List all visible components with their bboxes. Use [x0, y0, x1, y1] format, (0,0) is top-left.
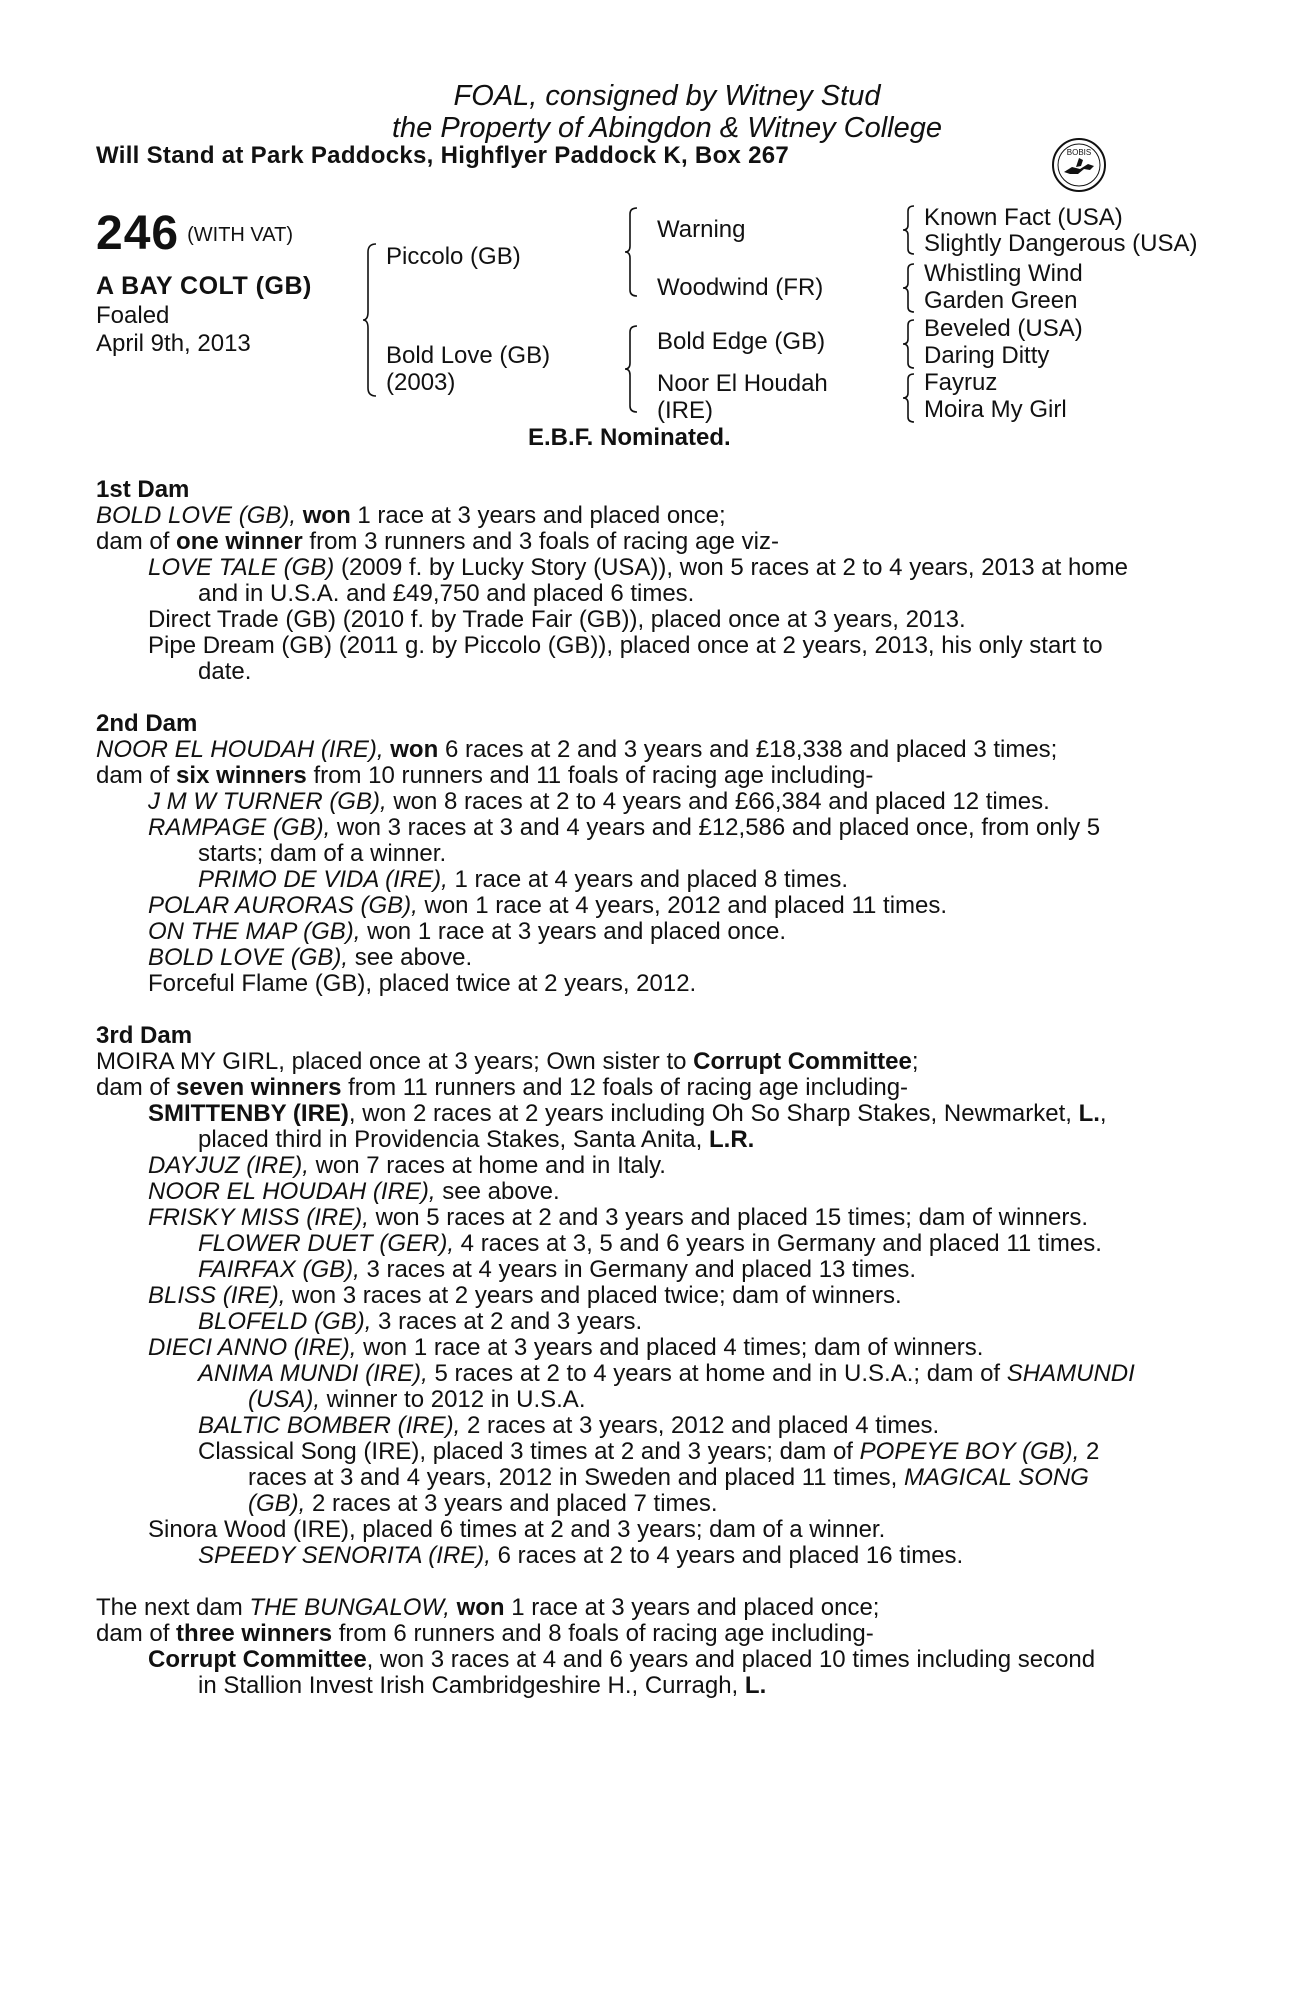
logo-text: BOBIS [1066, 148, 1092, 157]
horse-name: PRIMO DE VIDA (IRE), [198, 866, 448, 893]
third-dam-line [248, 1491, 718, 1517]
horse-name: DAYJUZ (IRE), [148, 1152, 309, 1179]
pedigree-dam-year: (2003) [386, 369, 456, 396]
third-dam-line [198, 1257, 916, 1283]
third-dam-line [148, 1101, 1107, 1127]
race-record: won 8 races at 2 to 4 years and £66,384 and placed 12 times. [393, 788, 1050, 815]
race-record: 1 race at 3 years and placed once; [511, 1594, 880, 1621]
pedigree-dds: Fayruz [924, 369, 998, 396]
next-dam-line [96, 1595, 879, 1621]
pedigree-dam-dam-suffix: (IRE) [657, 397, 713, 424]
property-line: the Property of Abingdon & Witney College [392, 112, 942, 144]
listed-mark: L. [744, 1672, 767, 1699]
horse-name: ANIMA MUNDI (IRE), [198, 1360, 428, 1387]
text: dam of [96, 1620, 170, 1647]
race-record: , won 3 races at 4 and 6 years and placed 10 times including second [366, 1646, 1096, 1673]
text: dam of [96, 1074, 170, 1101]
lot-number: 246 [96, 207, 180, 260]
text: in Stallion Invest Irish Cambridgeshire H., Curragh, [198, 1672, 739, 1699]
third-dam-line: Sinora Wood (IRE), placed 6 times at 2 and 3 years; dam of a winner. [148, 1516, 886, 1543]
horse-name: FLOWER DUET (GER), [198, 1230, 454, 1257]
vat-note: (WITH VAT) [187, 224, 293, 246]
horse-name: BALTIC BOMBER (IRE), [198, 1412, 461, 1439]
won-label: won [456, 1594, 505, 1621]
second-dam-line [198, 867, 848, 893]
stand-location: Will Stand at Park Paddocks, Highflyer Paddock K, Box 267 [96, 142, 790, 169]
horse-name: MAGICAL SONG [903, 1464, 1089, 1491]
foaled-label: Foaled [96, 302, 170, 329]
race-record: 3 races at 4 years in Germany and placed 13 times. [366, 1256, 917, 1283]
pedigree-sire: Piccolo (GB) [386, 243, 521, 270]
second-dam-line [96, 763, 873, 789]
pedigree-dam-dam: Noor El Houdah [657, 370, 828, 397]
text: ; [911, 1048, 919, 1075]
third-dam-line [248, 1465, 1089, 1491]
race-record: 1 race at 4 years and placed 8 times. [454, 866, 849, 893]
race-record: 6 races at 2 to 4 years and placed 16 times. [497, 1542, 964, 1569]
pedigree-sss: Known Fact (USA) [924, 204, 1123, 231]
horse-name: NOOR EL HOUDAH (IRE), [96, 736, 384, 763]
horse-name: SHAMUNDI [1006, 1360, 1135, 1387]
first-dam-line: and in U.S.A. and £49,750 and placed 6 times. [198, 580, 695, 607]
text: , [1099, 1100, 1107, 1127]
next-dam-line [148, 1647, 1095, 1673]
horse-name: Corrupt Committee [693, 1048, 912, 1075]
second-dam-line [148, 919, 786, 945]
race-record: 2 races at 3 years, 2012 and placed 4 times. [466, 1412, 940, 1439]
ebf-nominated: E.B.F. Nominated. [528, 424, 731, 451]
text: dam of [96, 762, 170, 789]
pedigree-dss: Beveled (USA) [924, 315, 1083, 342]
third-dam-line [198, 1439, 1099, 1465]
race-record: winner to 2012 in U.S.A. [326, 1386, 586, 1413]
pedigree-sds: Whistling Wind [924, 260, 1083, 287]
third-dam-line [148, 1153, 666, 1179]
text: from 10 runners and 11 foals of racing age including- [313, 762, 874, 789]
second-dam-line [148, 815, 1100, 841]
horse-name: ON THE MAP (GB), [148, 918, 361, 945]
race-record: won 7 races at home and in Italy. [315, 1152, 666, 1179]
text: from 11 runners and 12 foals of racing age including- [348, 1074, 909, 1101]
pedigree-bracket-sire [624, 206, 642, 298]
race-record: 3 races at 2 and 3 years. [378, 1308, 643, 1335]
first-dam-line: date. [198, 658, 252, 685]
second-dam-line [148, 789, 1050, 815]
pedigree-dsd: Daring Ditty [924, 342, 1050, 369]
horse-name: SMITTENBY (IRE) [148, 1100, 349, 1127]
pedigree-ddd: Moira My Girl [924, 396, 1067, 423]
third-dam-line [198, 1309, 642, 1335]
pedigree-bracket-ss [902, 204, 918, 256]
text: from 3 runners and 3 foals of racing age viz- [309, 528, 779, 555]
winners-count: seven winners [176, 1074, 342, 1101]
race-record: 4 races at 3, 5 and 6 years in Germany and placed 11 times. [460, 1230, 1102, 1257]
first-dam-line: Pipe Dream (GB) (2011 g. by Piccolo (GB)), placed once at 2 years, 2013, his only start to [148, 632, 1103, 659]
third-dam-line [148, 1335, 983, 1361]
second-dam-line [148, 893, 947, 919]
text: MOIRA MY GIRL, placed once at 3 years; Own sister to [96, 1048, 687, 1075]
race-record: see above. [354, 944, 473, 971]
text: 2 [1085, 1438, 1100, 1465]
horse-name: BOLD LOVE (GB), [96, 502, 297, 529]
consignor-line: FOAL, consigned by Witney Stud [453, 80, 881, 112]
pedigree-sire-sire: Warning [657, 216, 746, 243]
third-dam-line [198, 1231, 1102, 1257]
first-dam-line [96, 529, 779, 555]
pedigree-bracket-gen1 [362, 242, 382, 398]
horse-name: BOLD LOVE (GB), [148, 944, 349, 971]
horse-name: POLAR AURORAS (GB), [148, 892, 418, 919]
third-dam-line [198, 1127, 754, 1153]
horse-name: Corrupt Committee [148, 1646, 367, 1673]
race-record: 6 races at 2 and 3 years and £18,338 and placed 3 times; [444, 736, 1058, 763]
third-dam-line [198, 1361, 1135, 1387]
won-label: won [390, 736, 439, 763]
winners-count: six winners [176, 762, 307, 789]
pedigree-sire-dam: Woodwind (FR) [657, 274, 824, 301]
second-dam-line: Forceful Flame (GB), placed twice at 2 years, 2012. [148, 970, 697, 997]
race-record: won 5 races at 2 and 3 years and placed 15 times; dam of winners. [375, 1204, 1088, 1231]
race-record: (2009 f. by Lucky Story (USA)), won 5 races at 2 to 4 years, 2013 at home [340, 554, 1128, 581]
lot-number-block [96, 206, 293, 261]
horse-name: DIECI ANNO (IRE), [148, 1334, 357, 1361]
third-dam-line [198, 1413, 939, 1439]
race-record: won 1 race at 3 years and placed once. [367, 918, 787, 945]
winners-count: three winners [176, 1620, 333, 1647]
lot-description: A BAY COLT (GB) [96, 272, 312, 300]
next-dam-line [96, 1621, 874, 1647]
horse-name: J M W TURNER (GB), [148, 788, 387, 815]
listed-mark: L. [1078, 1100, 1100, 1127]
text: placed third in Providencia Stakes, Santa Anita, [198, 1126, 703, 1153]
horse-name: (GB), [248, 1490, 306, 1517]
race-record: 1 race at 3 years and placed once; [357, 502, 726, 529]
third-dam-heading: 3rd Dam [96, 1022, 193, 1049]
listed-mark: L.R. [708, 1126, 755, 1153]
second-dam-line: starts; dam of a winner. [198, 840, 447, 867]
next-dam-line [198, 1673, 766, 1699]
horse-name: SPEEDY SENORITA (IRE), [198, 1542, 491, 1569]
race-record: , won 2 races at 2 years including Oh So Sharp Stakes, Newmarket, [348, 1100, 1072, 1127]
first-dam-line: Direct Trade (GB) (2010 f. by Trade Fair (GB)), placed once at 3 years, 2013. [148, 606, 966, 633]
horse-name: LOVE TALE (GB) [148, 554, 335, 581]
pedigree-bracket-dam [624, 324, 642, 414]
first-dam-heading: 1st Dam [96, 476, 190, 503]
horse-name: FAIRFAX (GB), [198, 1256, 360, 1283]
third-dam-line [148, 1179, 560, 1205]
first-dam-line [148, 555, 1128, 581]
pedigree-dam-sire: Bold Edge (GB) [657, 328, 826, 355]
pedigree-bracket-sd [902, 262, 918, 314]
pedigree-ssd: Slightly Dangerous (USA) [924, 230, 1198, 257]
bobis-logo-icon [1050, 136, 1108, 194]
pedigree-bracket-ds [902, 318, 918, 370]
horse-name: NOOR EL HOUDAH (IRE), [148, 1178, 436, 1205]
second-dam-heading: 2nd Dam [96, 710, 198, 737]
race-record: won 3 races at 2 years and placed twice; dam of winners. [292, 1282, 902, 1309]
race-record: won 1 race at 4 years, 2012 and placed 11 times. [424, 892, 948, 919]
first-dam-line [96, 503, 726, 529]
third-dam-line [248, 1387, 585, 1413]
third-dam-line [96, 1049, 918, 1075]
horse-name: (USA), [248, 1386, 320, 1413]
foaled-date: April 9th, 2013 [96, 330, 251, 357]
pedigree-bracket-dd [902, 372, 918, 424]
text: The next dam [96, 1594, 243, 1621]
race-record: 5 races at 2 to 4 years at home and in U.S.A.; dam of [434, 1360, 1001, 1387]
pedigree-sdd: Garden Green [924, 287, 1078, 314]
text: races at 3 and 4 years, 2012 in Sweden and placed 11 times, [248, 1464, 898, 1491]
pedigree-dam: Bold Love (GB) [386, 342, 551, 369]
second-dam-line [96, 737, 1057, 763]
race-record: won 1 race at 3 years and placed 4 times; dam of winners. [363, 1334, 984, 1361]
text: dam of [96, 528, 170, 555]
text: Classical Song (IRE), placed 3 times at 2 and 3 years; dam of [198, 1438, 853, 1465]
third-dam-line [148, 1205, 1088, 1231]
race-record: 2 races at 3 years and placed 7 times. [312, 1490, 718, 1517]
race-record: won 3 races at 3 and 4 years and £12,586 and placed once, from only 5 [336, 814, 1101, 841]
third-dam-line [96, 1075, 908, 1101]
race-record: see above. [442, 1178, 560, 1205]
text: from 6 runners and 8 foals of racing age including- [338, 1620, 874, 1647]
horse-name: BLISS (IRE), [148, 1282, 286, 1309]
third-dam-line [148, 1283, 902, 1309]
won-label: won [302, 502, 351, 529]
horse-name: BLOFELD (GB), [198, 1308, 372, 1335]
horse-name: FRISKY MISS (IRE), [148, 1204, 369, 1231]
winners-count: one winner [176, 528, 303, 555]
horse-name: THE BUNGALOW, [249, 1594, 450, 1621]
horse-name: POPEYE BOY (GB), [859, 1438, 1080, 1465]
horse-name: RAMPAGE (GB), [148, 814, 331, 841]
second-dam-line [148, 945, 472, 971]
third-dam-line [198, 1543, 963, 1569]
